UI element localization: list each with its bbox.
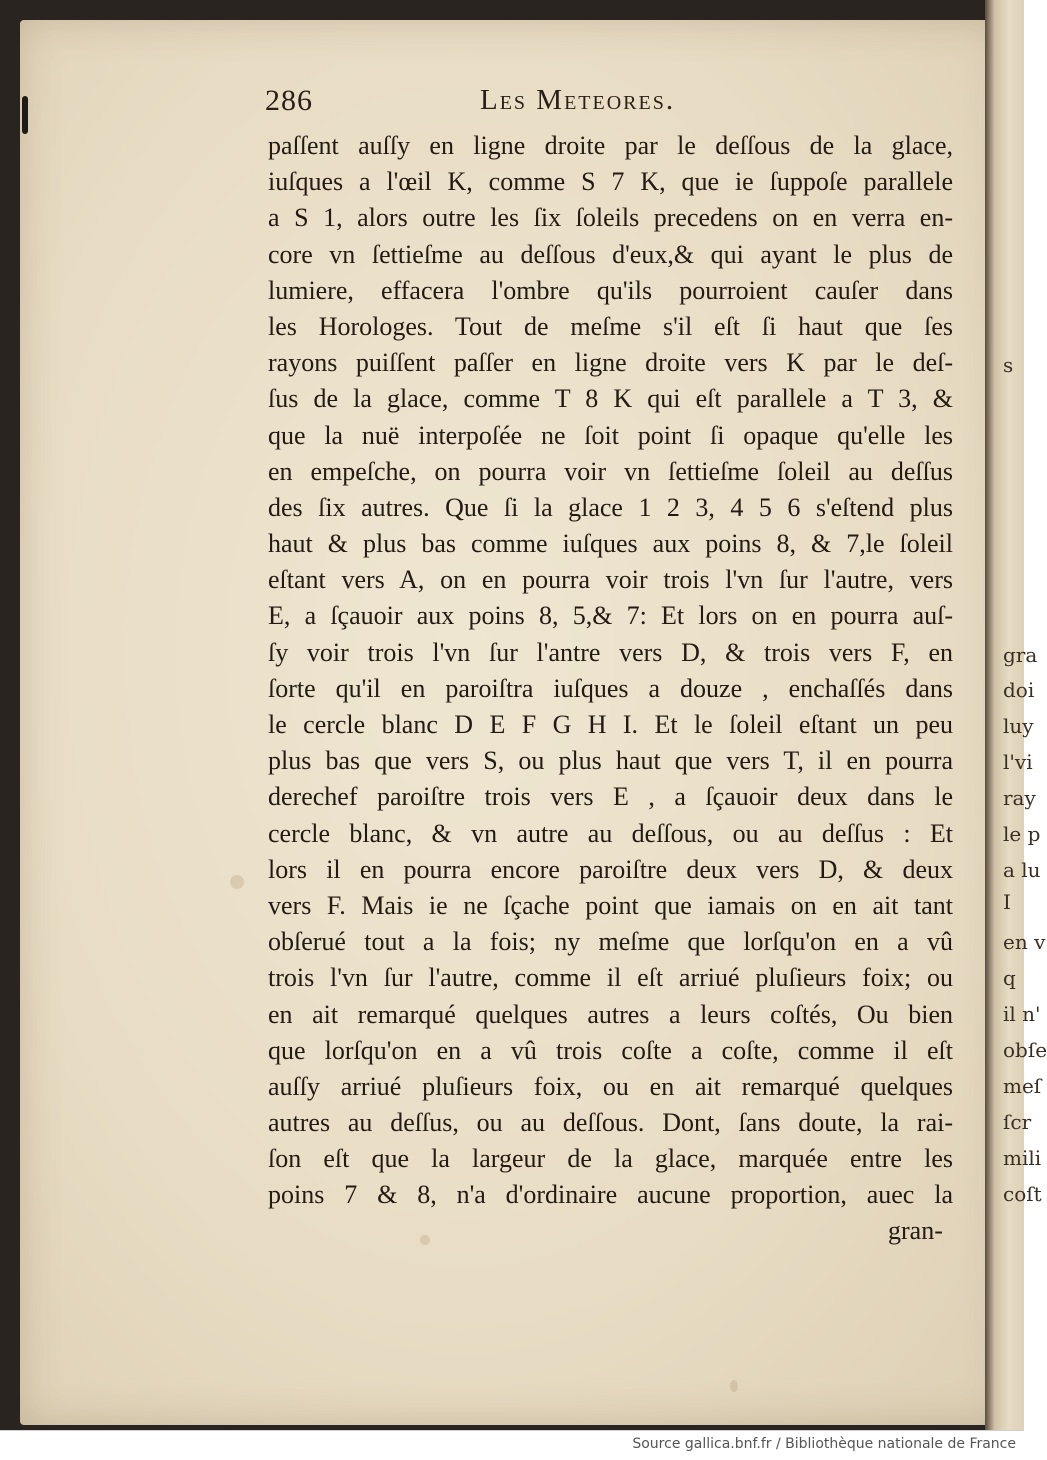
text-line: en ait remarqué quelques autres a leurs coſtés, Ou bien <box>268 999 953 1029</box>
text-line: que la nuë interpoſée ne ſoit point ſi opaque qu'elle les <box>268 420 953 450</box>
text-line: obſerué tout a la fois; ny meſme que lorſqu'on en a vû <box>268 927 953 957</box>
facing-page-fragment: il n' <box>1003 1002 1041 1026</box>
facing-page-fragment: mili <box>1003 1146 1042 1170</box>
text-line: paſſent auſſy en ligne droite par le deſſous de la glace, <box>268 131 953 160</box>
body-text <box>268 128 953 1214</box>
text-line: poins 7 & 8, n'a d'ordinaire aucune proportion, auec la <box>268 1180 953 1210</box>
text-line: lors il en pourra encore paroiſtre deux vers D, & deux <box>268 854 953 884</box>
paper-stain <box>420 1235 430 1245</box>
facing-page-fragment: q <box>1003 966 1016 990</box>
text-line: E, a ſçauoir aux poins 8, 5,& 7: Et lors on en pourra auſ- <box>268 601 953 631</box>
text-line: auſſy arriué pluſieurs foix, ou en ait remarqué quelques <box>268 1071 953 1101</box>
text-line: ſon eſt que la largeur de la glace, marquée entre les <box>268 1144 953 1174</box>
text-line: trois l'vn ſur l'autre, comme il eſt arriué pluſieurs foix; ou <box>268 963 953 993</box>
text-line: core vn ſettieſme au deſſous d'eux,& qui ayant le plus de <box>268 239 953 269</box>
text-line: autres au deſſus, ou au deſſous. Dont, ſans doute, la rai- <box>268 1108 953 1138</box>
facing-page-fragment: doi <box>1003 678 1035 702</box>
text-line: iuſques a l'œil K, comme S 7 K, que ie ſuppoſe parallele <box>268 167 953 197</box>
facing-page-fragment: I <box>1003 890 1011 914</box>
facing-page-fragment: obſe <box>1003 1038 1047 1062</box>
facing-page-fragment: en v <box>1003 930 1046 954</box>
catchword: gran- <box>888 1216 943 1245</box>
text-line: plus bas que vers S, ou plus haut que vers T, il en pourra <box>268 746 953 776</box>
facing-page-fragment: a lu <box>1003 858 1041 882</box>
facing-page-fragment: luy <box>1003 714 1034 738</box>
page-number: 286 <box>265 84 313 117</box>
text-line: en empeſche, on pourra voir vn ſettieſme ſoleil au deſſus <box>268 456 953 486</box>
text-line: le cercle blanc D E F G H I. Et le ſoleil eſtant un peu <box>268 710 953 739</box>
text-line: haut & plus bas comme iuſques aux poins 8, & 7,le ſoleil <box>268 529 953 559</box>
text-line: des ſix autres. Que ſi la glace 1 2 3, 4 5 6 s'eſtend plus <box>268 492 953 522</box>
facing-page-fragment: s <box>1003 353 1014 377</box>
source-footer <box>0 1430 1024 1460</box>
text-line: ſy voir trois l'vn ſur l'antre vers D, & trois vers F, en <box>268 637 953 667</box>
facing-page-fragment: gra <box>1003 643 1038 667</box>
text-line: a S 1, alors outre les ſix ſoleils precedens on en verra en- <box>268 203 953 233</box>
facing-page-fragment: l'vi <box>1003 750 1033 774</box>
facing-page-fragment: coſt <box>1003 1182 1042 1206</box>
facing-page-fragment: meſ <box>1003 1074 1042 1098</box>
text-line: cercle blanc, & vn autre au deſſous, ou au deſſus : Et <box>268 818 953 848</box>
text-line: ſorte qu'il en paroiſtra iuſques a douze , enchaſſés dans <box>268 673 953 703</box>
page-edge-mark <box>22 96 28 134</box>
text-line: vers F. Mais ie ne ſçache point que iamais on en ait tant <box>268 890 953 920</box>
running-title: Les Meteores. <box>480 84 676 116</box>
text-line: rayons puiſſent paſſer en ligne droite vers K par le deſ- <box>268 348 953 378</box>
text-line: ſus de la glace, comme T 8 K qui eſt parallele a T 3, & <box>268 384 953 414</box>
text-line: lumiere, effacera l'ombre qu'ils pourroient cauſer dans <box>268 275 953 305</box>
source-credit: Source gallica.bnf.fr / Bibliothèque nationale de France <box>632 1436 1016 1452</box>
page-header <box>265 84 955 122</box>
facing-page-fragment: ray <box>1003 786 1036 810</box>
text-line: derechef paroiſtre trois vers E , a ſçauoir deux dans le <box>268 782 953 812</box>
facing-page-fragment: le p <box>1003 822 1041 846</box>
paper-stain <box>730 1380 738 1392</box>
facing-page-fragment: ſcr <box>1003 1110 1032 1134</box>
paper-stain <box>230 875 244 889</box>
text-line: eſtant vers A, on en pourra voir trois l'vn ſur l'autre, vers <box>268 565 953 595</box>
text-line: que lorſqu'on en a vû trois coſte a coſte, comme il eſt <box>268 1035 953 1065</box>
text-line: les Horologes. Tout de meſme s'il eſt ſi haut que ſes <box>268 311 953 341</box>
